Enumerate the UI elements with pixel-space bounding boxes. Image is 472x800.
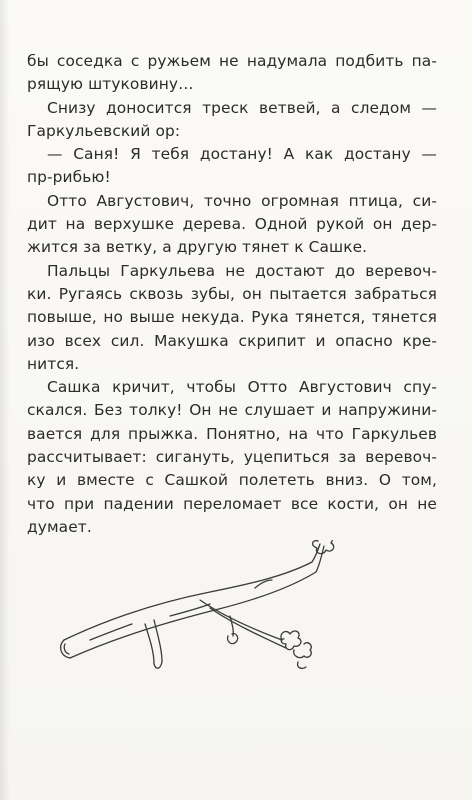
text-line: Гаркульевский ор: <box>27 121 181 140</box>
text-line: вается для прыжка. Понятно, на что Гаркульев <box>27 424 437 443</box>
text-line: дит на верхушке дерева. Одной рукой он дер- <box>27 215 437 234</box>
text-line: Сашка кричит, чтобы Отто Августович спу- <box>47 378 437 397</box>
text-line: — Саня! Я тебя достану! А как достану — <box>47 145 437 164</box>
text-line: что при падении переломает все кости, он не <box>27 494 437 513</box>
text-line: нится. <box>27 354 80 373</box>
text-line: изо всех сил. Макушка скрипит и опасно кре- <box>27 331 437 350</box>
text-line: ку и вместе с Сашкой полететь вниз. О том, <box>27 471 437 490</box>
text-line: рящую штуковину… <box>27 75 194 94</box>
text-line: Отто Августович, точно огромная птица, си- <box>47 191 437 210</box>
text-line: думает. <box>27 517 92 536</box>
text-line: скался. Без толку! Он не слушает и напружини- <box>27 401 437 420</box>
text-line: Снизу доносится треск ветвей, а следом — <box>47 98 437 117</box>
body-text <box>27 50 437 539</box>
text-line: пр-рибью! <box>27 168 111 187</box>
text-line: повыше, но выше некуда. Рука тянется, тянется <box>27 308 437 327</box>
text-line: бы соседка с ружьем не надумала подбить па- <box>27 52 437 70</box>
page-gutter-shadow <box>0 0 10 800</box>
text-line: жится за ветку, а другую тянет к Сашке. <box>27 238 368 257</box>
text-line: Пальцы Гаркульева не достают до веревоч- <box>47 261 437 280</box>
text-line: ки. Ругаясь сквозь зубы, он пытается забраться <box>27 284 437 303</box>
text-line: рассчитывает: сигануть, уцепиться за веревоч- <box>27 448 437 467</box>
branch-illustration-icon <box>50 540 390 700</box>
